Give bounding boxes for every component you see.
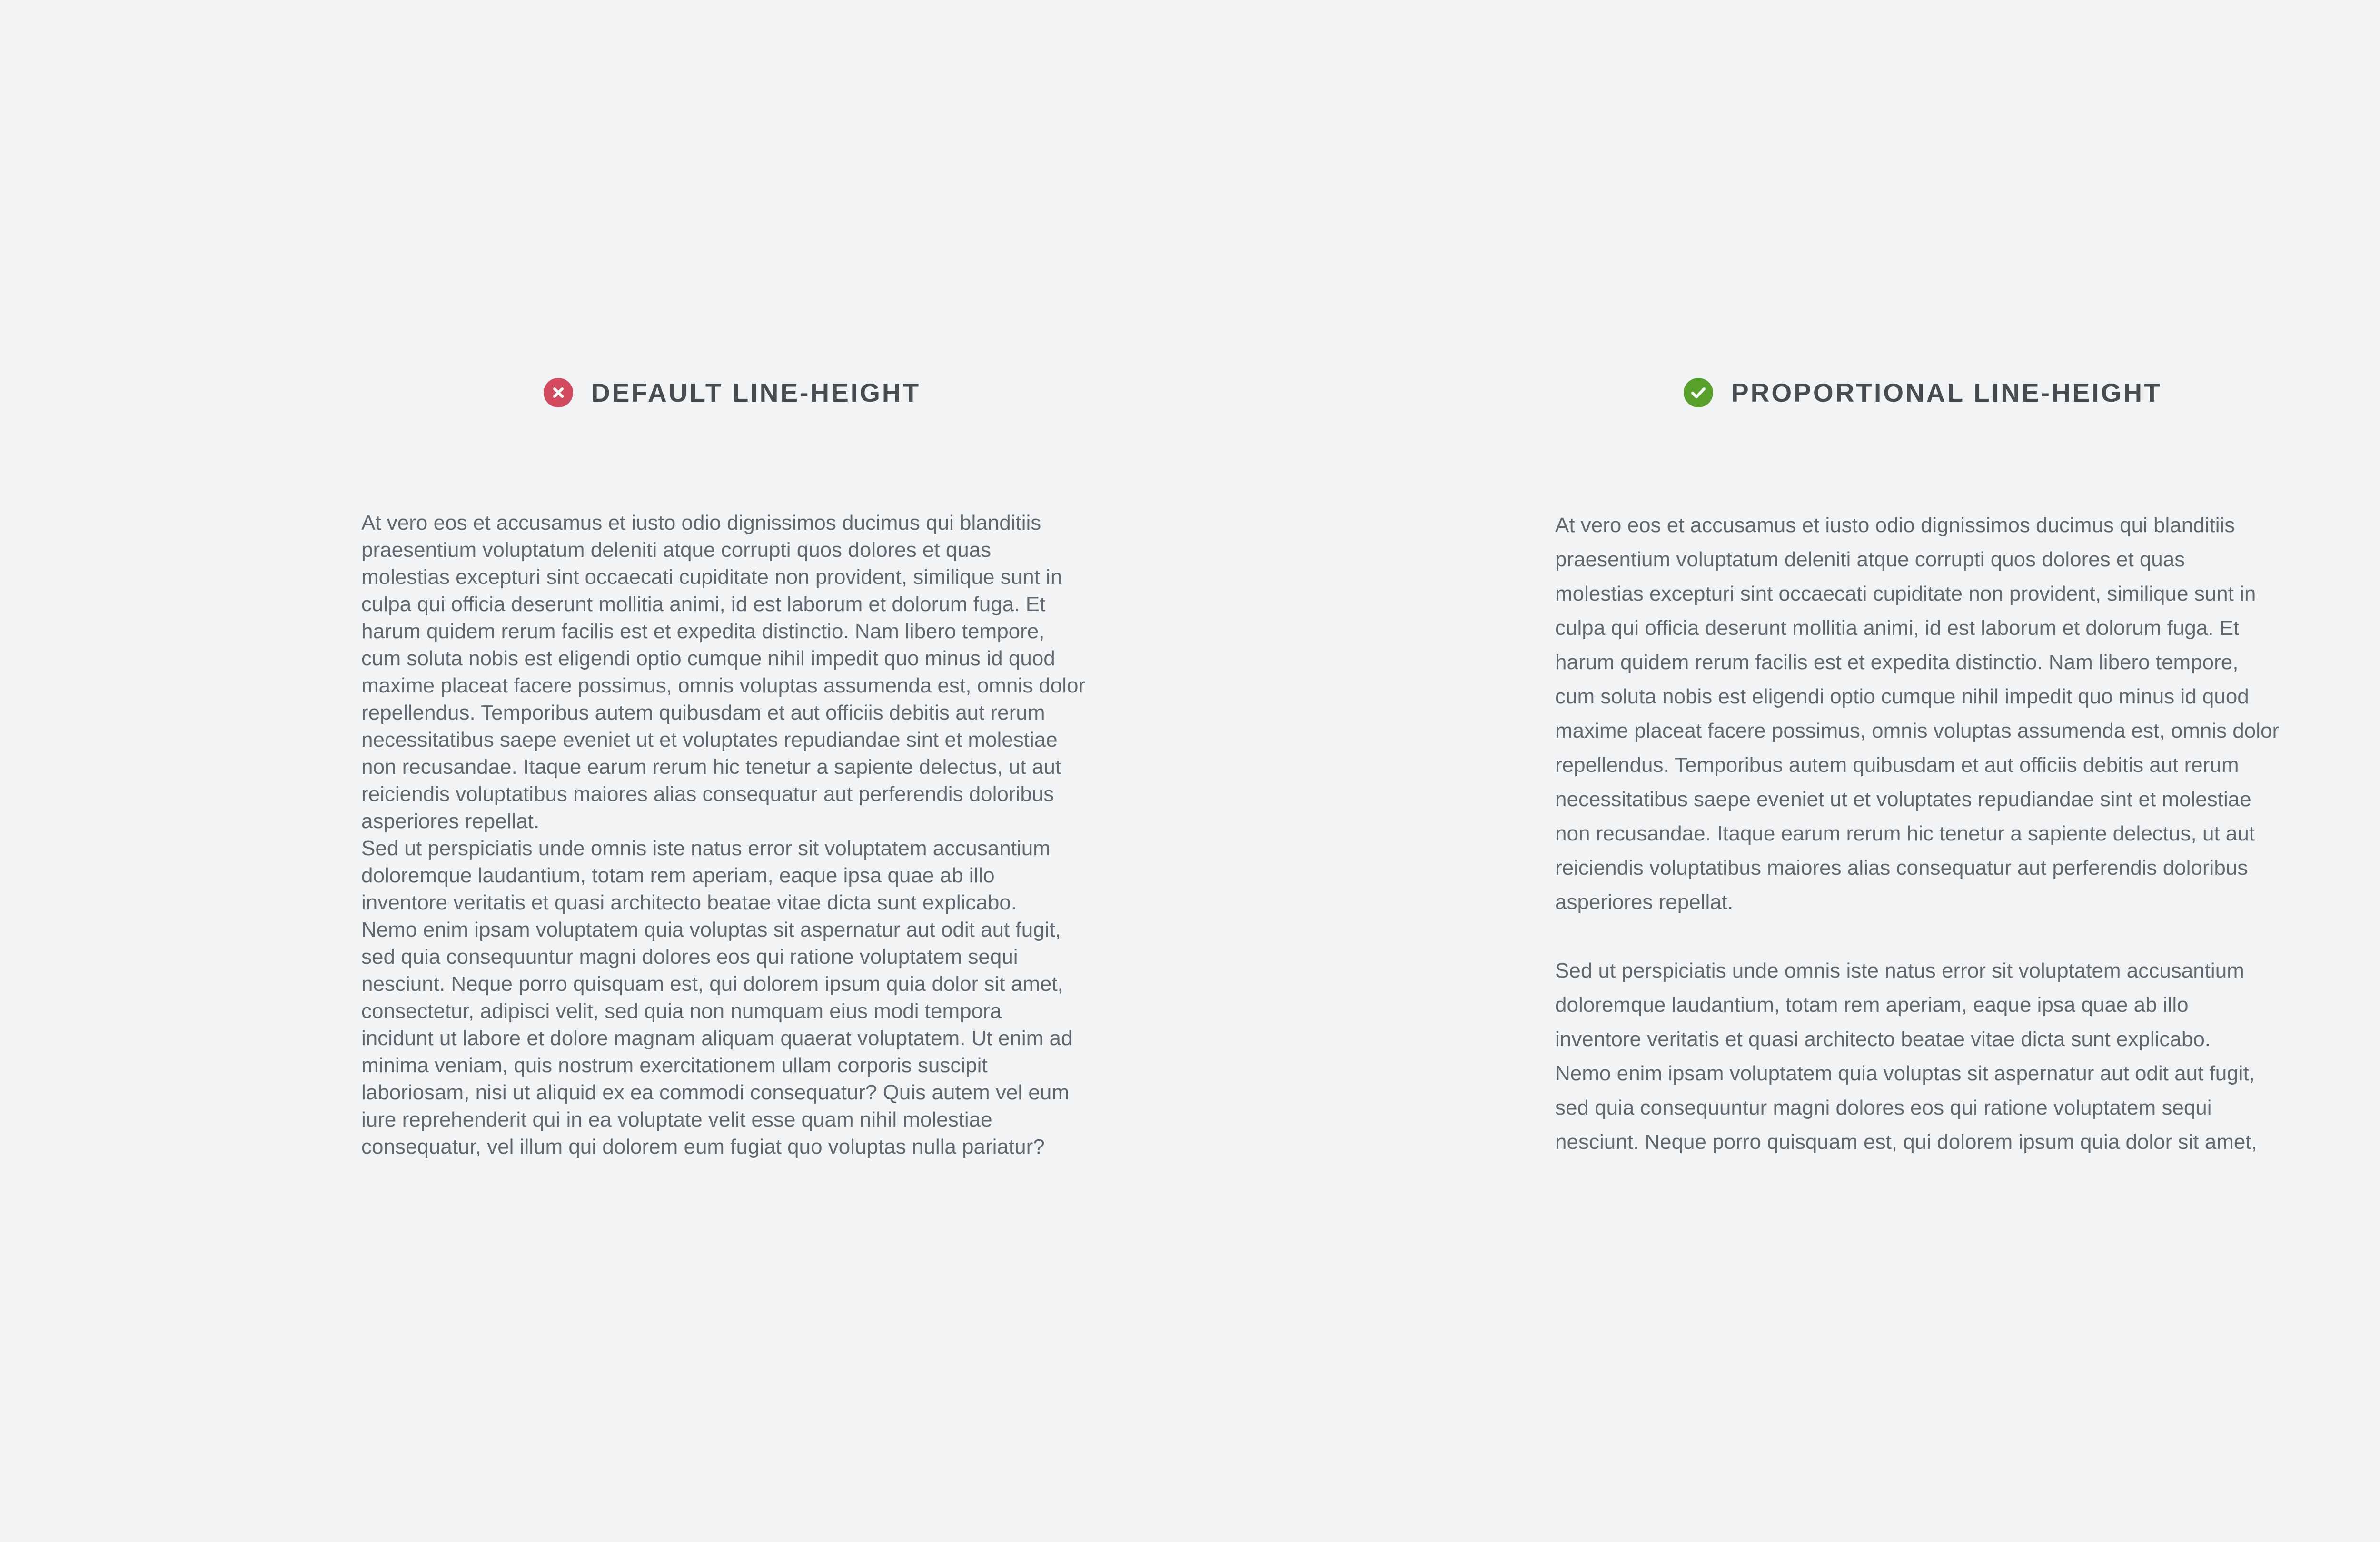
check-circle-icon: [1684, 378, 1713, 407]
default-paragraph-1: At vero eos et accusamus et iusto odio dignissimos ducimus qui blanditiis praesentium voluptatum deleniti atque corrupti quos dolores et quas molestias excepturi sint occaecati cupiditate non provident, similique sunt in culpa qui officia deserunt mollitia animi, id est laborum et dolorum fuga. Et harum quidem rerum facilis est et expedita distinctio. Nam libero tempore, cum soluta nobis est eligendi optio cumque nihil impedit quo minus id quod maxime placeat facere possimus, omnis voluptas assumenda est, omnis dolor repellendus. Temporibus autem quibusdam et aut officiis debitis aut rerum necessitatibus saepe eveniet ut et voluptates repudiandae sint et molestiae non recusandae. Itaque earum rerum hic tenetur a sapiente delectus, ut aut reiciendis voluptatibus maiores alias consequatur aut perferendis doloribus asperiores repellat.: [361, 511, 1086, 833]
proportional-paragraph-1: At vero eos et accusamus et iusto odio dignissimos ducimus qui blanditiis praesentium voluptatum deleniti atque corrupti quos dolores et quas molestias excepturi sint occaecati cupiditate non provident, similique sunt in culpa qui officia deserunt mollitia animi, id est laborum et dolorum fuga. Et harum quidem rerum facilis est et expedita distinctio. Nam libero tempore, cum soluta nobis est eligendi optio cumque nihil impedit quo minus id quod maxime placeat facere possimus, omnis voluptas assumenda est, omnis dolor repellendus. Temporibus autem quibusdam et aut officiis debitis aut rerum necessitatibus saepe eveniet ut et voluptates repudiandae sint et molestiae non recusandae. Itaque earum rerum hic tenetur a sapiente delectus, ut aut reiciendis voluptatibus maiores alias consequatur aut perferendis doloribus asperiores repellat.: [1555, 514, 2280, 914]
default-line-height-heading: [544, 376, 921, 409]
x-circle-icon: [544, 378, 573, 407]
proportional-line-height-text: [1555, 508, 2345, 1159]
default-line-height-text: [361, 509, 1151, 1160]
default-paragraph-2: Sed ut perspiciatis unde omnis iste natus error sit voluptatem accusantium doloremque laudantium, totam rem aperiam, eaque ipsa quae ab illo inventore veritatis et quasi architecto beatae vitae dicta sunt explicabo. Nemo enim ipsam voluptatem quia voluptas sit aspernatur aut odit aut fugit, sed quia consequuntur magni dolores eos qui ratione voluptatem sequi nesciunt. Neque porro quisquam est, qui dolorem ipsum quia dolor sit amet, consectetur, adipisci velit, sed quia non numquam eius modi tempora incidunt ut labore et dolore magnam aliquam quaerat voluptatem. Ut enim ad minima veniam, quis nostrum exercitationem ullam corporis suscipit laboriosam, nisi ut aliquid ex ea commodi consequatur? Quis autem vel eum iure reprehenderit qui in ea voluptate velit esse quam nihil molestiae consequatur, vel illum qui dolorem eum fugiat quo voluptas nulla pariatur?: [361, 837, 1073, 1158]
proportional-line-height-title: PROPORTIONAL LINE-HEIGHT: [1731, 378, 2162, 407]
default-line-height-title: DEFAULT LINE-HEIGHT: [591, 378, 921, 407]
proportional-line-height-heading: [1684, 376, 2162, 409]
proportional-paragraph-2: Sed ut perspiciatis unde omnis iste natus error sit voluptatem accusantium doloremque laudantium, totam rem aperiam, eaque ipsa quae ab illo inventore veritatis et quasi architecto beatae vitae dicta sunt explicabo. Nemo enim ipsam voluptatem quia voluptas sit aspernatur aut odit aut fugit, sed quia consequuntur magni dolores eos qui ratione voluptatem sequi nesciunt. Neque porro quisquam est, qui dolorem ipsum quia dolor sit amet,: [1555, 959, 2257, 1154]
